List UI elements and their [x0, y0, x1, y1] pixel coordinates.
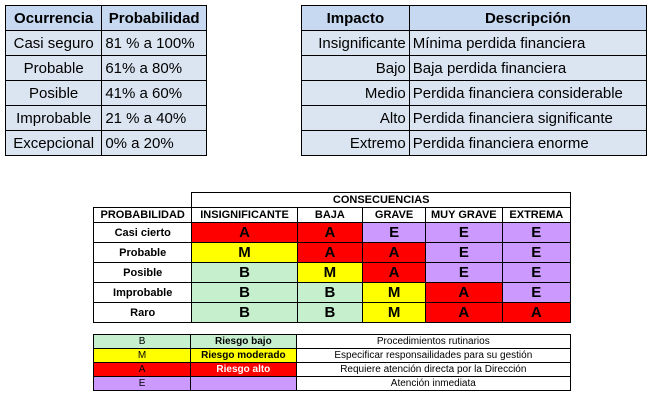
column-header-grave: GRAVE: [363, 208, 426, 223]
matrix-row: [94, 263, 571, 283]
legend-description: Especificar responsailidades para su gestión: [296, 349, 570, 363]
probabilidad-cell: 61% a 80%: [102, 56, 207, 81]
matrix-row: [94, 303, 571, 323]
impacto-table: [301, 5, 647, 156]
legend-label: Riesgo bajo: [191, 335, 297, 349]
column-header-baja: BAJA: [297, 208, 362, 223]
legend-description: Atención inmediata: [296, 377, 570, 391]
risk-cell: E: [426, 263, 503, 283]
column-header-muy-grave: MUY GRAVE: [426, 208, 503, 223]
risk-cell: B: [192, 283, 297, 303]
risk-cell: E: [502, 283, 570, 303]
risk-cell: M: [192, 243, 297, 263]
descripcion-cell: Perdida financiera considerable: [409, 81, 646, 106]
table-row: [6, 31, 207, 56]
header-impacto: Impacto: [302, 6, 410, 31]
legend-code: M: [94, 349, 191, 363]
legend-label: Riesgo moderado: [191, 349, 297, 363]
matrix-row: [94, 243, 571, 263]
risk-cell: A: [426, 303, 503, 323]
impacto-cell: Insignificante: [302, 31, 410, 56]
risk-cell: A: [192, 223, 297, 243]
row-label-casi-cierto: Casi cierto: [94, 223, 192, 243]
risk-cell: E: [426, 223, 503, 243]
row-label-posible: Posible: [94, 263, 192, 283]
risk-cell: E: [426, 243, 503, 263]
risk-cell: A: [297, 243, 362, 263]
descripcion-cell: Perdida financiera enorme: [409, 131, 646, 156]
descripcion-cell: Mínima perdida financiera: [409, 31, 646, 56]
risk-cell: A: [502, 303, 570, 323]
legend-row: [94, 335, 571, 349]
table-row: [302, 31, 647, 56]
ocurrencia-table: [5, 5, 207, 156]
impacto-cell: Alto: [302, 106, 410, 131]
descripcion-cell: Perdida financiera significante: [409, 106, 646, 131]
column-header-extrema: EXTREMA: [502, 208, 570, 223]
probabilidad-header: PROBABILIDAD: [94, 208, 192, 223]
matrix-row: [94, 223, 571, 243]
legend-description: Requiere atención directa por la Dirección: [296, 363, 570, 377]
risk-cell: E: [502, 223, 570, 243]
header-descripcion: Descripción: [409, 6, 646, 31]
risk-cell: E: [363, 223, 426, 243]
column-header-insignificante: INSIGNIFICANTE: [192, 208, 297, 223]
legend-row: [94, 349, 571, 363]
probabilidad-cell: 21 % a 40%: [102, 106, 207, 131]
probabilidad-cell: 0% a 20%: [102, 131, 207, 156]
risk-cell: E: [502, 263, 570, 283]
impacto-cell: Medio: [302, 81, 410, 106]
risk-cell: A: [297, 223, 362, 243]
impacto-cell: Bajo: [302, 56, 410, 81]
matrix-corner-cell: [94, 193, 192, 208]
risk-cell: A: [363, 263, 426, 283]
table-row: [6, 106, 207, 131]
legend-code: B: [94, 335, 191, 349]
legend-row: [94, 363, 571, 377]
risk-cell: M: [363, 283, 426, 303]
risk-cell: E: [502, 243, 570, 263]
ocurrencia-cell: Casi seguro: [6, 31, 102, 56]
consecuencias-header: CONSECUENCIAS: [192, 193, 571, 208]
ocurrencia-cell: Posible: [6, 81, 102, 106]
risk-cell: M: [297, 263, 362, 283]
descripcion-cell: Baja perdida financiera: [409, 56, 646, 81]
impacto-cell: Extremo: [302, 131, 410, 156]
risk-cell: A: [426, 283, 503, 303]
legend-code: E: [94, 377, 191, 391]
header-ocurrencia: Ocurrencia: [6, 6, 102, 31]
table-row: [302, 131, 647, 156]
header-probabilidad: Probabilidad: [102, 6, 207, 31]
legend-code: A: [94, 363, 191, 377]
risk-cell: M: [363, 303, 426, 323]
table-header-row: [6, 6, 207, 31]
legend-description: Procedimientos rutinarios: [296, 335, 570, 349]
risk-matrix: [93, 192, 571, 323]
table-row: [6, 131, 207, 156]
row-label-improbable: Improbable: [94, 283, 192, 303]
matrix-column-header-row: [94, 208, 571, 223]
matrix-row: [94, 283, 571, 303]
risk-cell: A: [363, 243, 426, 263]
risk-cell: B: [192, 263, 297, 283]
risk-cell: B: [297, 283, 362, 303]
risk-legend: [93, 334, 571, 391]
table-row: [6, 81, 207, 106]
matrix-top-header-row: [94, 193, 571, 208]
probabilidad-cell: 41% a 60%: [102, 81, 207, 106]
risk-cell: B: [192, 303, 297, 323]
table-header-row: [302, 6, 647, 31]
legend-label: Riesgo alto: [191, 363, 297, 377]
table-row: [302, 106, 647, 131]
ocurrencia-cell: Probable: [6, 56, 102, 81]
ocurrencia-cell: Improbable: [6, 106, 102, 131]
legend-row: [94, 377, 571, 391]
table-row: [302, 81, 647, 106]
risk-cell: B: [297, 303, 362, 323]
probabilidad-cell: 81 % a 100%: [102, 31, 207, 56]
legend-label: [191, 377, 297, 391]
row-label-probable: Probable: [94, 243, 192, 263]
row-label-raro: Raro: [94, 303, 192, 323]
table-row: [6, 56, 207, 81]
table-row: [302, 56, 647, 81]
ocurrencia-cell: Excepcional: [6, 131, 102, 156]
